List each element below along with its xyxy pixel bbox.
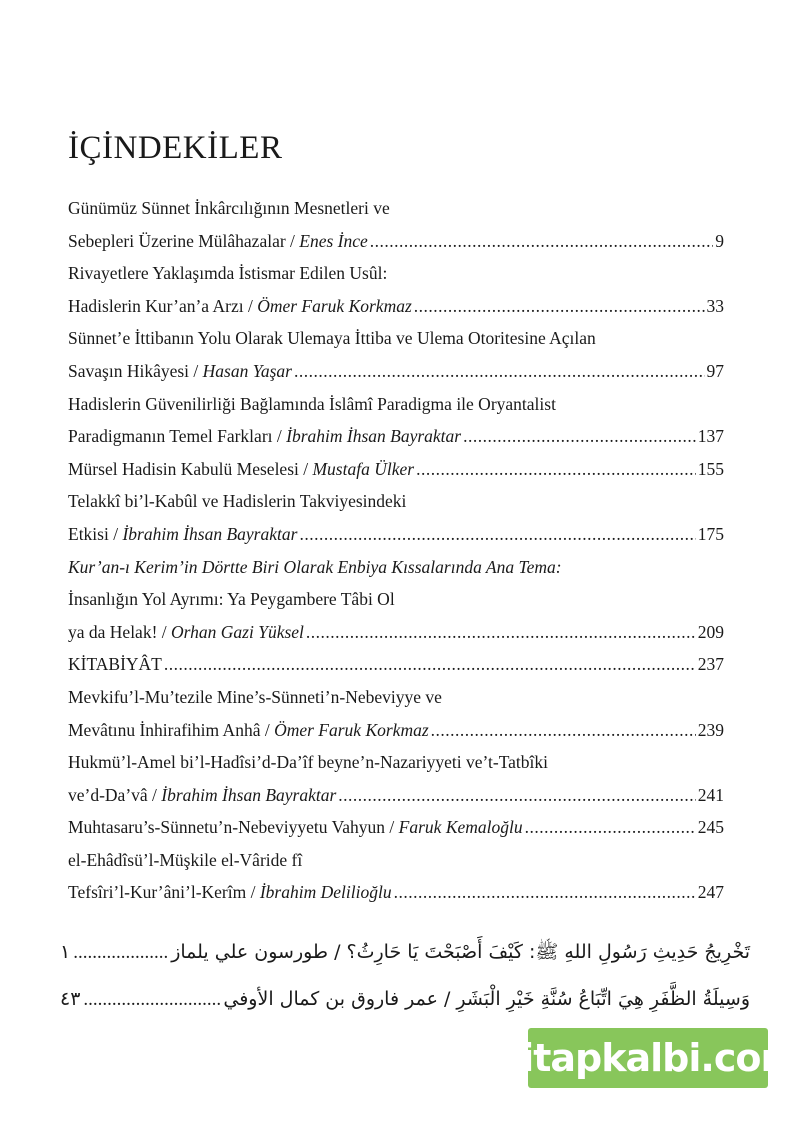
toc-entry-page: 137 [697, 426, 724, 447]
toc-entry-page: 241 [697, 784, 724, 805]
dot-leader [525, 811, 696, 844]
toc-line [68, 746, 724, 779]
toc-entry-title: ya da Helak! / [68, 621, 172, 642]
toc-line [68, 681, 724, 714]
toc-entry-title: KİTABİYÂT [68, 654, 162, 675]
toc-entry-title: Mevâtınu İnhirafihim Anhâ / [68, 719, 275, 740]
toc-entry-title: Paradigmanın Temel Farkları / [68, 426, 287, 447]
toc-line [68, 388, 724, 421]
toc-entry-author: İbrahim İhsan Bayraktar [286, 426, 462, 447]
dot-leader [431, 714, 696, 747]
dot-leader [370, 225, 713, 258]
dot-leader [164, 648, 696, 681]
toc-entry-title: Telakkî bi’l-Kabûl ve Hadislerin Takviyesindeki [68, 491, 407, 512]
toc-entry-title: Mevkifu’l-Mu’tezile Mine’s-Sünneti’n-Nebeviyye ve [68, 686, 442, 707]
toc-line [68, 290, 724, 323]
toc-line [68, 322, 724, 355]
dot-leader [414, 290, 705, 323]
toc-line [68, 714, 724, 747]
watermark-logo [496, 1028, 800, 1088]
toc-entry-author: İbrahim İhsan Bayraktar [122, 523, 298, 544]
page-title: İÇİNDEKİLER [68, 130, 283, 166]
toc-entry-text [68, 290, 412, 323]
arabic-entry-page: ١ [60, 941, 71, 963]
toc-line [68, 616, 724, 649]
toc-entry-author: Mustafa Ülker [312, 458, 415, 479]
dot-leader [83, 989, 220, 1011]
toc-entry-text [68, 811, 523, 844]
toc-entry-text [68, 518, 297, 551]
toc-entry-title: Rivayetlere Yaklaşımda İstismar Edilen Usûl: [68, 263, 388, 284]
toc-entry-page: 245 [697, 817, 724, 838]
toc-entry-title: Sebepleri Üzerine Mülâhazalar / [68, 230, 300, 251]
arabic-entry-title: تَخْرِيجُ حَدِيثِ رَسُولِ اللهِ ﷺ: كَيْفَ أَصْبَحْتَ يَا حَارِثُ؟ / طورسون علي يلماز [171, 941, 750, 963]
toc-entry-title: Tefsîri’l-Kur’âni’l-Kerîm / [68, 882, 260, 903]
toc-entry-page: 33 [706, 295, 724, 316]
toc-entry-title: İnsanlığın Yol Ayrımı: Ya Peygambere Tâbi Ol [68, 589, 395, 610]
dot-leader [338, 779, 695, 812]
toc-line [68, 420, 724, 453]
toc-line [68, 257, 724, 290]
toc-entry-text [68, 648, 162, 681]
toc-entry-title: Hadislerin Kur’an’a Arzı / [68, 295, 258, 316]
dot-leader [416, 453, 696, 486]
toc-entry-title: Muhtasaru’s-Sünnetu’n-Nebeviyyetu Vahyun / [68, 817, 399, 838]
toc-entry-author: Orhan Gazi Yüksel [171, 621, 304, 642]
arabic-toc-entry-1 [60, 940, 750, 968]
toc-entry-text [68, 714, 429, 747]
toc-entry-text [68, 420, 461, 453]
dot-leader [294, 355, 705, 388]
toc-entry-title: Sünnet’e İttibanın Yolu Olarak Ulemaya İttiba ve Ulema Otoritesine Açılan [68, 328, 596, 349]
dot-leader [73, 942, 168, 964]
dot-leader [299, 518, 695, 551]
toc-entry-title: Etkisi / [68, 523, 123, 544]
toc-entry-title: Günümüz Sünnet İnkârcılığının Mesnetleri ve [68, 198, 390, 218]
toc-entry-author: Hasan Yaşar [202, 360, 292, 381]
toc-entry-title: Hukmü’l-Amel bi’l-Hadîsi’d-Da’îf beyne’n-Nazariyyeti ve’t-Tatbîki [68, 752, 549, 773]
toc-line [68, 518, 724, 551]
dot-leader [306, 616, 696, 649]
watermark-text: kitapkalbi.com [496, 1036, 800, 1080]
toc-entry-page: 9 [715, 230, 724, 251]
toc-entry-author: İbrahim Delilioğlu [259, 882, 392, 903]
toc-entry-title: el-Ehâdîsü’l-Müşkile el-Vâride fî [68, 849, 303, 870]
toc-entry-page: 97 [706, 360, 724, 381]
toc-entry-page: 209 [697, 621, 724, 642]
toc-entry-text [68, 779, 336, 812]
arabic-entry-page: ٤٣ [60, 988, 81, 1010]
arabic-entry-title: وَسِيلَةُ الظَّفَرِ هِيَ اتِّبَاعُ سُنَّةِ خَيْرِ الْبَشَرِ / عمر فاروق بن كمال الأوفي [223, 988, 750, 1010]
toc-entry-page: 175 [697, 523, 724, 544]
table-of-contents [68, 192, 724, 909]
toc-entry-page: 237 [697, 654, 724, 675]
toc-line [68, 453, 724, 486]
toc-line [68, 844, 724, 877]
toc-entry-text [68, 616, 304, 649]
toc-line [68, 583, 724, 616]
dot-leader [463, 420, 696, 453]
toc-line [68, 811, 724, 844]
toc-entry-author: İbrahim İhsan Bayraktar [161, 784, 337, 805]
toc-entry-page: 247 [697, 882, 724, 903]
arabic-toc-entry-2 [60, 988, 750, 1011]
toc-entry-text [68, 225, 368, 258]
toc-entry-page: 155 [697, 458, 724, 479]
toc-entry-title: Savaşın Hikâyesi / [68, 360, 203, 381]
toc-entry-title: Kur’an-ı Kerim’in Dörtte Biri Olarak Enbiya Kıssalarında Ana Tema: [68, 556, 562, 577]
toc-entry-title: Mürsel Hadisin Kabulü Meselesi / [68, 458, 313, 479]
toc-entry-text [68, 876, 392, 909]
toc-line [68, 192, 724, 225]
toc-entry-text [68, 453, 414, 486]
toc-line [68, 551, 724, 584]
toc-line [68, 355, 724, 388]
toc-line [68, 225, 724, 258]
toc-entry-title: ve’d-Da’vâ / [68, 784, 162, 805]
toc-entry-text [68, 355, 292, 388]
toc-entry-author: Faruk Kemaloğlu [398, 817, 523, 838]
toc-entry-author: Ömer Faruk Korkmaz [274, 719, 429, 740]
toc-entry-title: Hadislerin Güvenilirliği Bağlamında İslâmî Paradigma ile Oryantalist [68, 393, 556, 414]
toc-entry-author: Enes İnce [299, 230, 368, 251]
toc-line [68, 779, 724, 812]
dot-leader [394, 876, 696, 909]
toc-line [68, 485, 724, 518]
toc-entry-author: Ömer Faruk Korkmaz [257, 295, 412, 316]
toc-line [68, 876, 724, 909]
toc-entry-page: 239 [697, 719, 724, 740]
toc-line [68, 648, 724, 681]
